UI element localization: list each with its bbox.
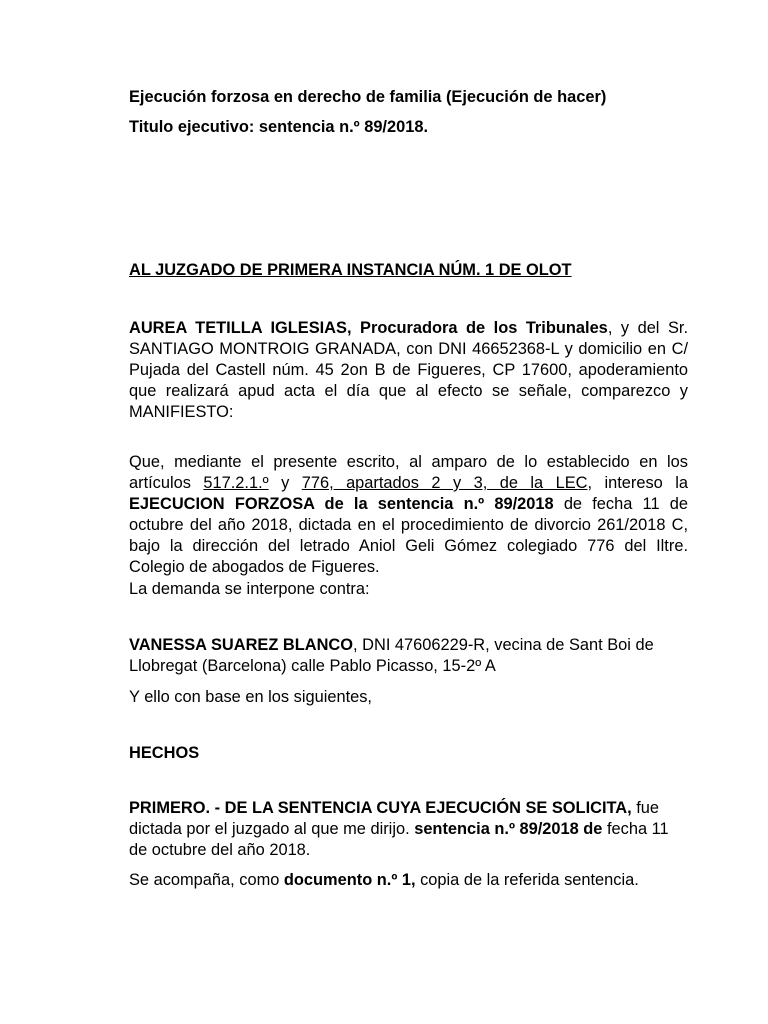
execution-bold: EJECUCION FORZOSA de la sentencia n.º 89/2018 (129, 495, 554, 513)
defendant-name: VANESSA SUAREZ BLANCO (129, 636, 354, 654)
first-fact-text-b: fecha 11 de octubre del año 2018. (129, 820, 669, 859)
attachment-text-b: copia de la referida sentencia. (415, 871, 639, 889)
petition-text-d: de fecha 11 de octubre del año 2018, dictada en el procedimiento de divorcio 261/2018 C, bajo la dirección del letrado Aniol Geli Gómez colegiado 776 del Iltre. Colegio de abogados de Figueres. (129, 495, 689, 576)
article-517-link: 517.2.1.º (203, 474, 269, 492)
intro-text: , y del Sr. SANTIAGO MONTROIG GRANADA, con DNI 46652368-L y domicilio en C/ Pujada del Castell núm. 45 2on B de Figueres, CP 17600, apoderamiento que realizará apud acta el día que al efecto se señale, comparezco y MANIFIESTO: (129, 319, 688, 421)
article-776-link: 776, apartados 2 y 3, de la LEC (301, 474, 588, 492)
petition-text-a: Que, mediante el presente escrito, al amparo de lo establecido en los artículos (129, 453, 688, 492)
attachment-line (129, 870, 688, 891)
first-fact-heading: PRIMERO. - DE LA SENTENCIA CUYA EJECUCIÓN SE SOLICITA, (129, 799, 632, 817)
court-heading: AL JUZGADO DE PRIMERA INSTANCIA NÚM. 1 DE OLOT (129, 261, 572, 279)
petition-paragraph (129, 452, 688, 578)
title-line-1: Ejecución forzosa en derecho de familia (Ejecución de hacer) (129, 88, 607, 106)
basis-line: Y ello con base en los siguientes, (129, 688, 372, 706)
first-fact-bold: sentencia n.º 89/2018 de (414, 820, 603, 838)
procurator-name: AUREA TETILLA IGLESIAS, (129, 319, 352, 337)
first-fact-paragraph (129, 798, 688, 861)
against-line: La demanda se interpone contra: (129, 580, 370, 598)
intro-paragraph (129, 318, 688, 423)
petition-text-b: y (268, 474, 302, 492)
document-title (129, 87, 688, 108)
attachment-bold: documento n.º 1, (283, 871, 416, 889)
defendant-paragraph (129, 635, 688, 677)
facts-heading: HECHOS (129, 744, 200, 762)
defendant-text: , DNI 47606229-R, vecina de Sant Boi de Llobregat (Barcelona) calle Pablo Picasso, 15-2º A (129, 636, 654, 675)
attachment-text-a: Se acompaña, como (129, 871, 284, 889)
petition-text-c: , intereso la (587, 474, 688, 492)
procurator-role: Procuradora de los Tribunales (360, 319, 608, 337)
document-subtitle (129, 117, 688, 138)
title-line-2: Titulo ejecutivo: sentencia n.º 89/2018. (129, 118, 429, 136)
first-fact-text-a: fue dictada por el juzgado al que me dirijo. (129, 799, 660, 838)
